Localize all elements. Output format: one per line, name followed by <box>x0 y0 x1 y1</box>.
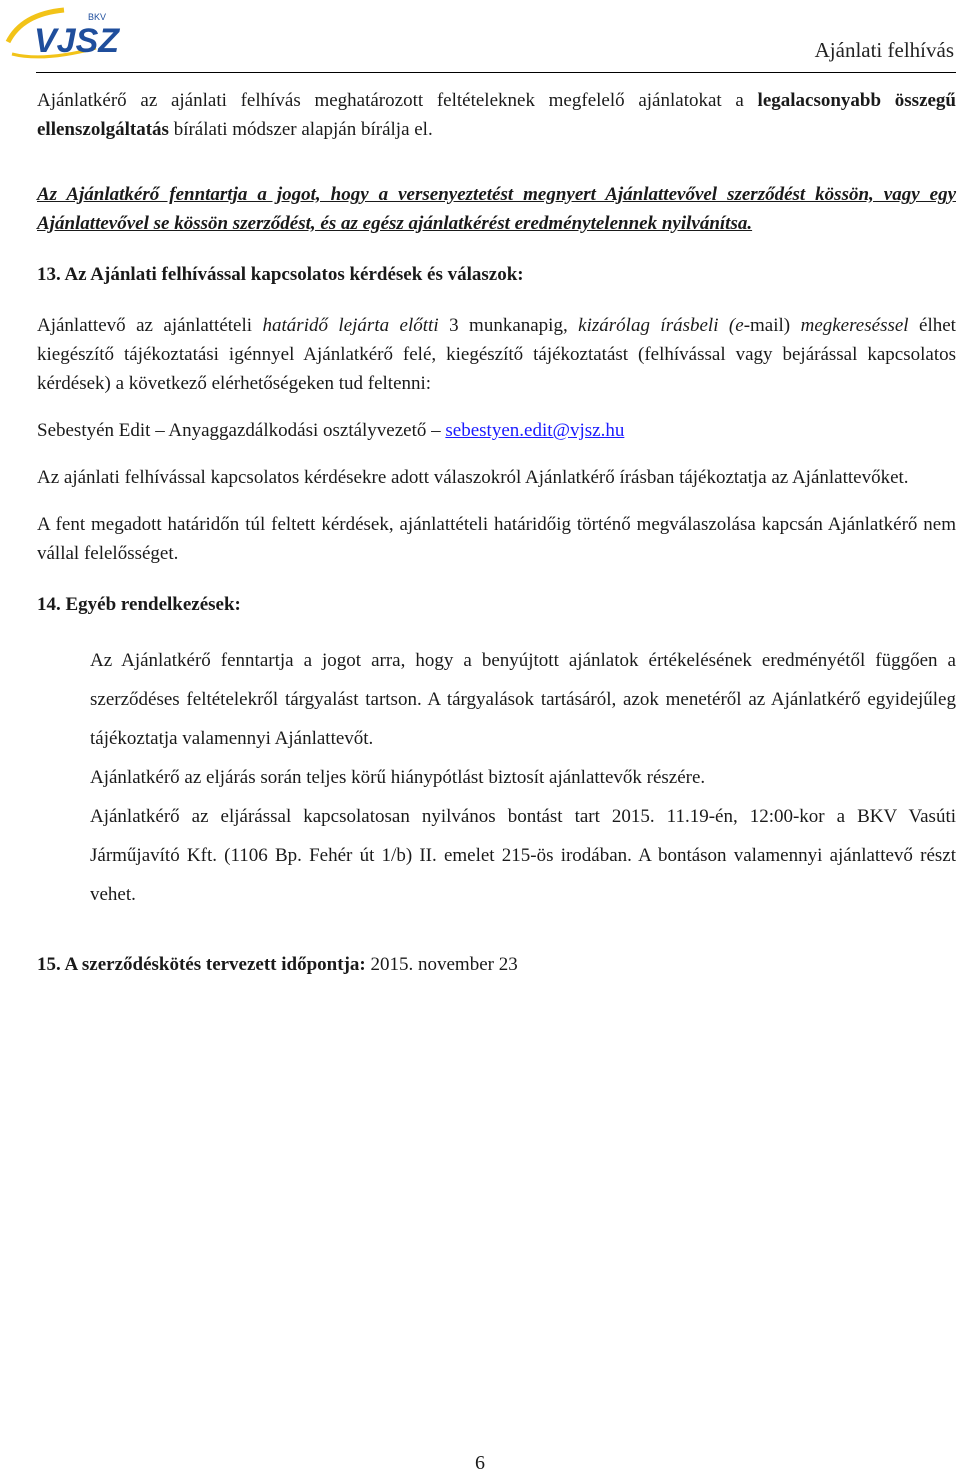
section-15-line: 15. A szerződéskötés tervezett időpontja: 2015. november 23 <box>37 954 518 975</box>
document-body <box>37 86 956 979</box>
vjsz-logo <box>4 4 120 66</box>
section-13-heading: 13. Az Ajánlati felhívással kapcsolatos kérdések és válaszok: <box>37 264 524 285</box>
header-title: Ajánlati felhívás <box>814 38 954 62</box>
contact-line: Sebestyén Edit – Anyaggazdálkodási osztályvezető – sebestyen.edit@vjsz.hu <box>37 420 625 441</box>
section-14-paragraph-negotiation: Az Ajánlatkérő fenntartja a jogot arra, hogy a benyújtott ajánlatok értékelésének eredményétől függően a szerződéses feltételekről tárgyalást tartson. A tárgyalások tartásáról, azok menetéről az Ajánlatkérő egyidejűleg tájékoztatja valamennyi Ajánlattevőt. <box>90 650 956 749</box>
section-14-paragraph-opening: Ajánlatkérő az eljárással kapcsolatosan nyilvános bontást tart 2015. 11.19-én, 12:00-kor a BKV Vasúti Járműjavító Kft. (1106 Bp. Fehér út 1/b) II. emelet 215-ös irodában. A bontáson valamennyi ajánlattevő részt vehet. <box>90 806 956 905</box>
section-13-paragraph-answers: Az ajánlati felhívással kapcsolatos kérdésekre adott válaszokról Ajánlatkérő írásban tájékoztatja az Ajánlattevőket. <box>37 467 909 488</box>
section-13-paragraph-late-questions: A fent megadott határidőn túl feltett kérdések, ajánlattételi határidőig történő megválaszolása kapcsán Ajánlatkérő nem vállal felelősséget. <box>37 514 956 564</box>
contact-email-link[interactable]: sebestyen.edit@vjsz.hu <box>445 420 625 441</box>
section-14-body <box>90 641 956 914</box>
page-number: 6 <box>475 1452 485 1474</box>
logo-sub-text: BKV <box>88 12 107 22</box>
section-13-paragraph-questions: Ajánlattevő az ajánlattételi határidő lejárta előtti 3 munkanapig, kizárólag írásbeli (e-mail) megkereséssel élhet kiegészítő tájékoztatási igénnyel Ajánlatkérő felé, kiegészítő tájékoztatást (felhívással vagy bejárással kapcsolatos kérdések) a következő elérhetőségeken tud feltenni: <box>37 315 956 394</box>
section-14-heading: 14. Egyéb rendelkezések: <box>37 594 241 615</box>
header-divider <box>36 72 956 73</box>
section-14-paragraph-deficiency: Ajánlatkérő az eljárás során teljes körű hiánypótlást biztosít ajánlattevők részére. <box>90 767 706 788</box>
logo-text: VJSZ <box>34 22 120 60</box>
paragraph-evaluation: Ajánlatkérő az ajánlati felhívás meghatározott feltételeknek megfelelő ajánlatokat a legalacsonyabb összegű ellenszolgáltatás bírálati módszer alapján bírálja el. <box>37 90 956 140</box>
paragraph-reservation: Az Ajánlatkérő fenntartja a jogot, hogy a versenyeztetést megnyert Ajánlattevővel szerződést kössön, vagy egy Ajánlattevővel se kössön szerződést, és az egész ajánlatkérést eredménytelennek nyilvánítsa. <box>37 184 956 234</box>
